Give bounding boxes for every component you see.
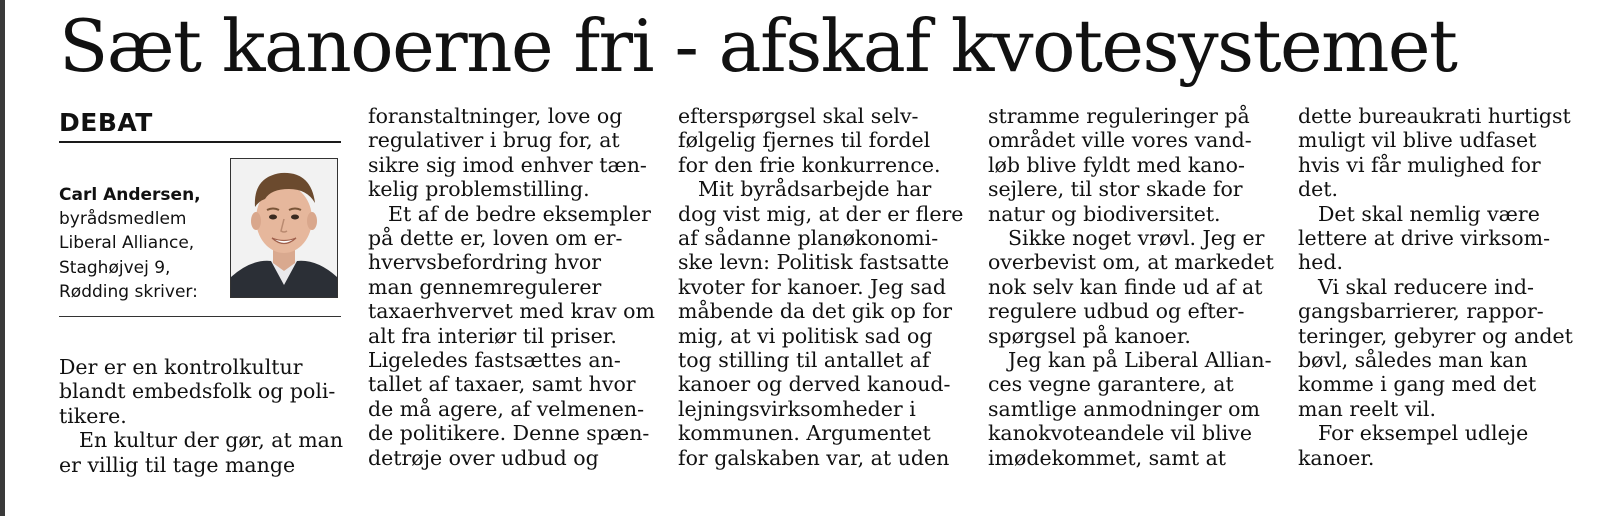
section-rule [59,141,341,143]
text-line: dog vist mig, at der er flere [678,201,964,226]
text-line: man gennemregulerer [368,274,602,299]
text-line: foranstaltninger, love og [368,104,623,128]
text-line: Det skal nemlig være [1318,201,1540,226]
article-column-3 [678,104,963,470]
text-line: kommunen. Argumentet [678,421,931,446]
text-line: nok selv kan finde ud af at [988,274,1263,299]
text-line: lejningsvirksomheder i [678,396,916,421]
intro-text [59,355,343,477]
text-line: bøvl, således man kan [1298,348,1528,373]
text-line: blandt embedsfolk og poli- [59,379,336,404]
byline [59,183,201,304]
text-line: tog stilling til antallet af [678,348,930,373]
byline-rule [59,316,341,317]
article-column-2 [368,104,655,470]
text-line: på dette er, loven om er- [368,226,623,251]
text-line: For eksempel udleje [1318,421,1529,446]
text-line: mig, at vi politisk sad og [678,323,933,348]
text-line: er villig til tage mange [59,452,296,477]
text-line: ces vegne garantere, at [988,372,1234,397]
text-line: spørgsel på kanoer. [988,323,1191,348]
byline-line: Liberal Alliance, [59,233,195,254]
text-line: Vi skal reducere ind- [1318,274,1534,299]
text-line: dette bureaukrati hurtigst [1298,104,1571,128]
text-line: overbevist om, at markedet [988,250,1274,275]
text-line: En kultur der gør, at man [79,428,344,453]
section-label: DEBAT [59,108,153,137]
text-line: Der er en kontrolkultur [59,355,303,379]
text-line: kvoter for kanoer. Jeg sad [678,274,947,299]
text-line: efterspørgsel skal selv- [678,104,919,128]
text-line: for den frie konkurrence. [678,152,941,177]
text-line: Jeg kan på Liberal Allian- [1008,348,1272,373]
text-line: Sikke noget vrøvl. Jeg er [1008,226,1265,251]
text-line: området ville vores vand- [988,128,1252,153]
text-line: man reelt vil. [1298,396,1436,421]
text-line: af sådanne planøkonomi- [678,226,939,251]
text-line: sikre sig imod enhver tæn- [368,152,647,177]
text-line: komme i gang med det [1298,372,1537,397]
text-line: Et af de bedre eksempler [388,201,651,226]
text-line: lettere at drive virksom- [1298,226,1551,251]
text-line: hvervsbefordring hvor [368,250,602,275]
text-line: løb blive fyldt med kano- [988,152,1245,177]
text-line: de må agere, af velmenen- [368,396,645,421]
text-line: Mit byrådsarbejde har [698,177,932,202]
author-portrait [230,158,338,298]
text-line: tallet af taxaer, samt hvor [368,372,636,397]
text-line: ske levn: Politisk fastsatte [678,250,950,275]
text-line: tikere. [59,403,127,428]
text-line: regulativer i brug for, at [368,128,620,153]
portrait-photo-icon [231,159,337,297]
article-column-4 [988,104,1274,470]
text-line: kanoer. [1298,445,1375,470]
byline-name: Carl Andersen, [59,185,201,205]
text-line: hvis vi får mulighed for [1298,152,1541,177]
text-line: hed. [1298,250,1343,275]
text-line: for galskaben var, at uden [678,445,950,470]
text-line: kanoer og derved kanoud- [678,372,951,397]
byline-line: Staghøjvej 9, [59,257,171,278]
text-line: regulere udbud og efter- [988,299,1245,324]
text-line: stramme reguleringer på [988,104,1250,128]
headline: Sæt kanoerne fri - afskaf kvotesystemet [59,4,1457,88]
text-line: de politikere. Denne spæn- [368,421,650,446]
text-line: sejlere, til stor skade for [988,177,1243,202]
text-line: imødekommet, samt at [988,445,1227,470]
text-line: Ligeledes fastsættes an- [368,348,621,373]
byline-line: Rødding skriver: [59,281,198,302]
text-line: samtlige anmodninger om [988,396,1260,421]
page-edge-bar [0,0,5,516]
text-line: gangsbarrierer, rappor- [1298,299,1544,324]
text-line: natur og biodiversitet. [988,201,1221,226]
byline-line: byrådsmedlem [59,209,187,230]
text-line: taxaerhvervet med krav om [368,299,655,324]
text-line: følgelig fjernes til fordel [678,128,931,153]
text-line: kanokvoteandele vil blive [988,421,1252,446]
text-line: muligt vil blive udfaset [1298,128,1537,153]
article-column-5 [1298,104,1573,470]
text-line: det. [1298,177,1339,202]
text-line: detrøje over udbud og [368,445,599,470]
text-line: alt fra interiør til priser. [368,323,617,348]
text-line: måbende da det gik op for [678,299,953,324]
text-line: teringer, gebyrer og andet [1298,323,1573,348]
text-line: kelig problemstilling. [368,177,590,202]
